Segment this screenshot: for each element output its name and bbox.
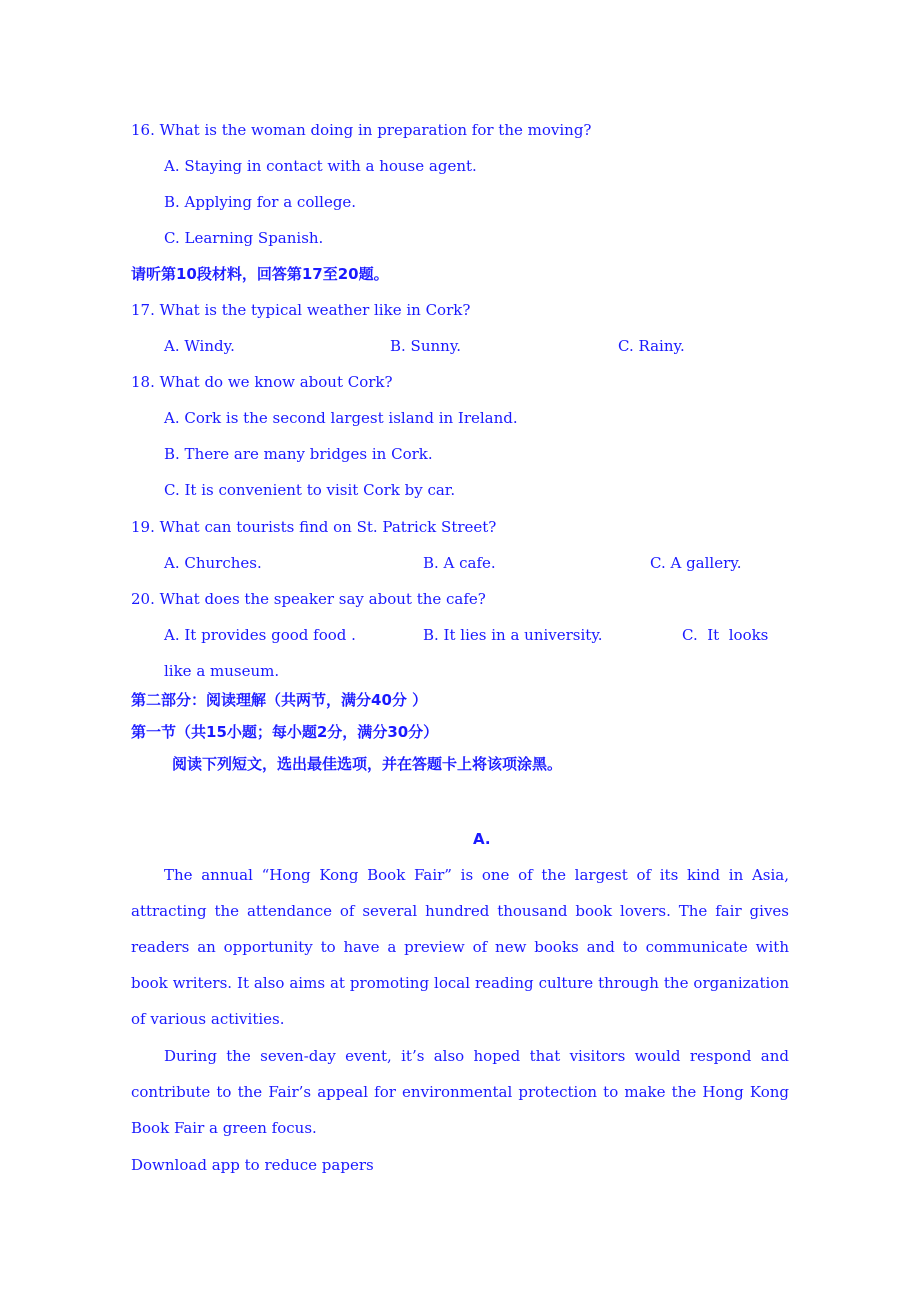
question-19-option-b: B. A cafe. — [423, 554, 496, 572]
question-20-option-c: C. It looks — [682, 626, 769, 644]
question-16-option-c: C. Learning Spanish. — [164, 229, 324, 247]
question-17-option-b: B. Sunny. — [390, 337, 462, 355]
question-17-stem: 17. What is the typical weather like in Cork? — [131, 301, 471, 319]
question-20-stem: 20. What does the speaker say about the cafe? — [131, 590, 486, 608]
question-18-stem: 18. What do we know about Cork? — [131, 373, 393, 391]
question-20-option-a: A. It provides good food . — [164, 626, 356, 644]
question-18-option-b: B. There are many bridges in Cork. — [164, 445, 433, 463]
question-16-option-b: B. Applying for a college. — [164, 193, 357, 211]
question-17-option-a: A. Windy. — [164, 337, 235, 355]
question-16-option-a: A. Staying in contact with a house agent. — [164, 157, 477, 175]
question-18-option-c: C. It is convenient to visit Cork by car. — [164, 481, 456, 499]
question-19-option-a: A. Churches. — [164, 554, 262, 572]
question-17-option-c: C. Rainy. — [618, 337, 685, 355]
question-19-stem: 19. What can tourists find on St. Patrick Street? — [131, 518, 497, 536]
passage-subheading: Download app to reduce papers — [131, 1156, 374, 1174]
passage-label: A. — [473, 830, 491, 848]
section-10-instruction: 请听第10段材料，回答第17至20题。 — [131, 265, 389, 283]
passage-paragraph-2: During the seven-day event, it’s also hoped that visitors would respond and contribute to the Fair’s appeal for environmental protection to make the Hong Kong Book Fair a green focus. — [131, 1047, 789, 1137]
question-19-option-c: C. A gallery. — [650, 554, 742, 572]
passage-paragraph-1: The annual “Hong Kong Book Fair” is one of the largest of its kind in Asia, attracting the attendance of several hundred thousand book lovers. The fair gives readers an opportunity to have a preview of new books and to communicate with book writers. It also aims at promoting local reading culture through the organization of various activities. — [131, 866, 789, 1028]
question-16-stem: 16. What is the woman doing in preparation for the moving? — [131, 121, 592, 139]
question-20-option-b: B. It lies in a university. — [423, 626, 603, 644]
part-2-title: 第二部分：阅读理解（共两节，满分40分 ） — [131, 691, 428, 709]
reading-instruction: 阅读下列短文，选出最佳选项，并在答题卡上将该项涂黑。 — [172, 755, 563, 773]
question-20-option-c-continued: like a museum. — [164, 662, 280, 680]
section-1-heading: 第一节（共15小题；每小题2分，满分30分） — [131, 723, 439, 741]
question-18-option-a: A. Cork is the second largest island in Ireland. — [164, 409, 518, 427]
